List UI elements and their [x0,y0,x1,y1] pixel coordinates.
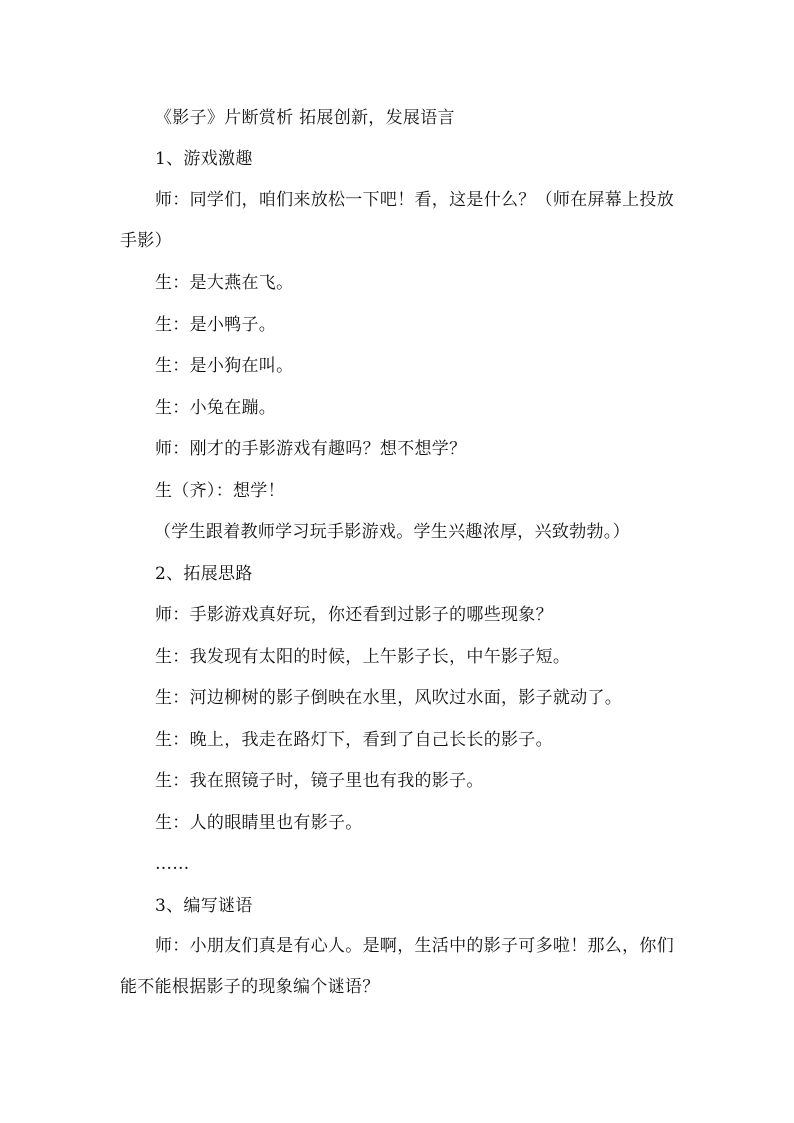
document-title: 《影子》片断赏析 拓展创新，发展语言 [155,108,455,128]
paragraph-student-7: 生：晚上，我走在路灯下，看到了自己长长的影子。 [155,730,553,750]
paragraph-student-9: 生：人的眼睛里也有影子。 [155,813,363,833]
paragraph-student-1: 生：是大燕在飞。 [155,273,294,293]
paragraph-teacher-2: 师：刚才的手影游戏有趣吗？想不想学？ [155,439,467,459]
paragraph-student-8: 生：我在照镜子时，镜子里也有我的影子。 [155,771,484,791]
paragraph-students-together: 生（齐）：想学！ [155,481,285,501]
section-heading-2: 2、拓展思路 [155,564,253,584]
paragraph-teacher-1: 师：同学们，咱们来放松一下吧！看，这是什么？（师在屏幕上投放手影） [120,190,674,251]
ellipsis: …… [155,854,190,874]
section-heading-3: 3、编写谜语 [155,896,253,916]
paragraph-student-4: 生：小兔在蹦。 [155,398,277,418]
paragraph-student-3: 生：是小狗在叫。 [155,356,294,376]
paragraph-stage-note: （学生跟着教师学习玩手影游戏。学生兴趣浓厚，兴致勃勃。） [154,522,630,542]
paragraph-teacher-3: 师：手影游戏真好玩，你还看到过影子的哪些现象？ [155,605,553,625]
section-heading-1: 1、游戏激趣 [155,149,253,169]
paragraph-student-2: 生：是小鸭子。 [155,315,277,335]
paragraph-teacher-4: 师：小朋友们真是有心人。是啊，生活中的影子可多啦！那么，你们能不能根据影子的现象编个谜语？ [120,936,674,997]
paragraph-student-5: 生：我发现有太阳的时候，上午影子长，中午影子短。 [155,647,571,667]
paragraph-student-6: 生：河边柳树的影子倒映在水里，风吹过水面，影子就动了。 [155,688,623,708]
